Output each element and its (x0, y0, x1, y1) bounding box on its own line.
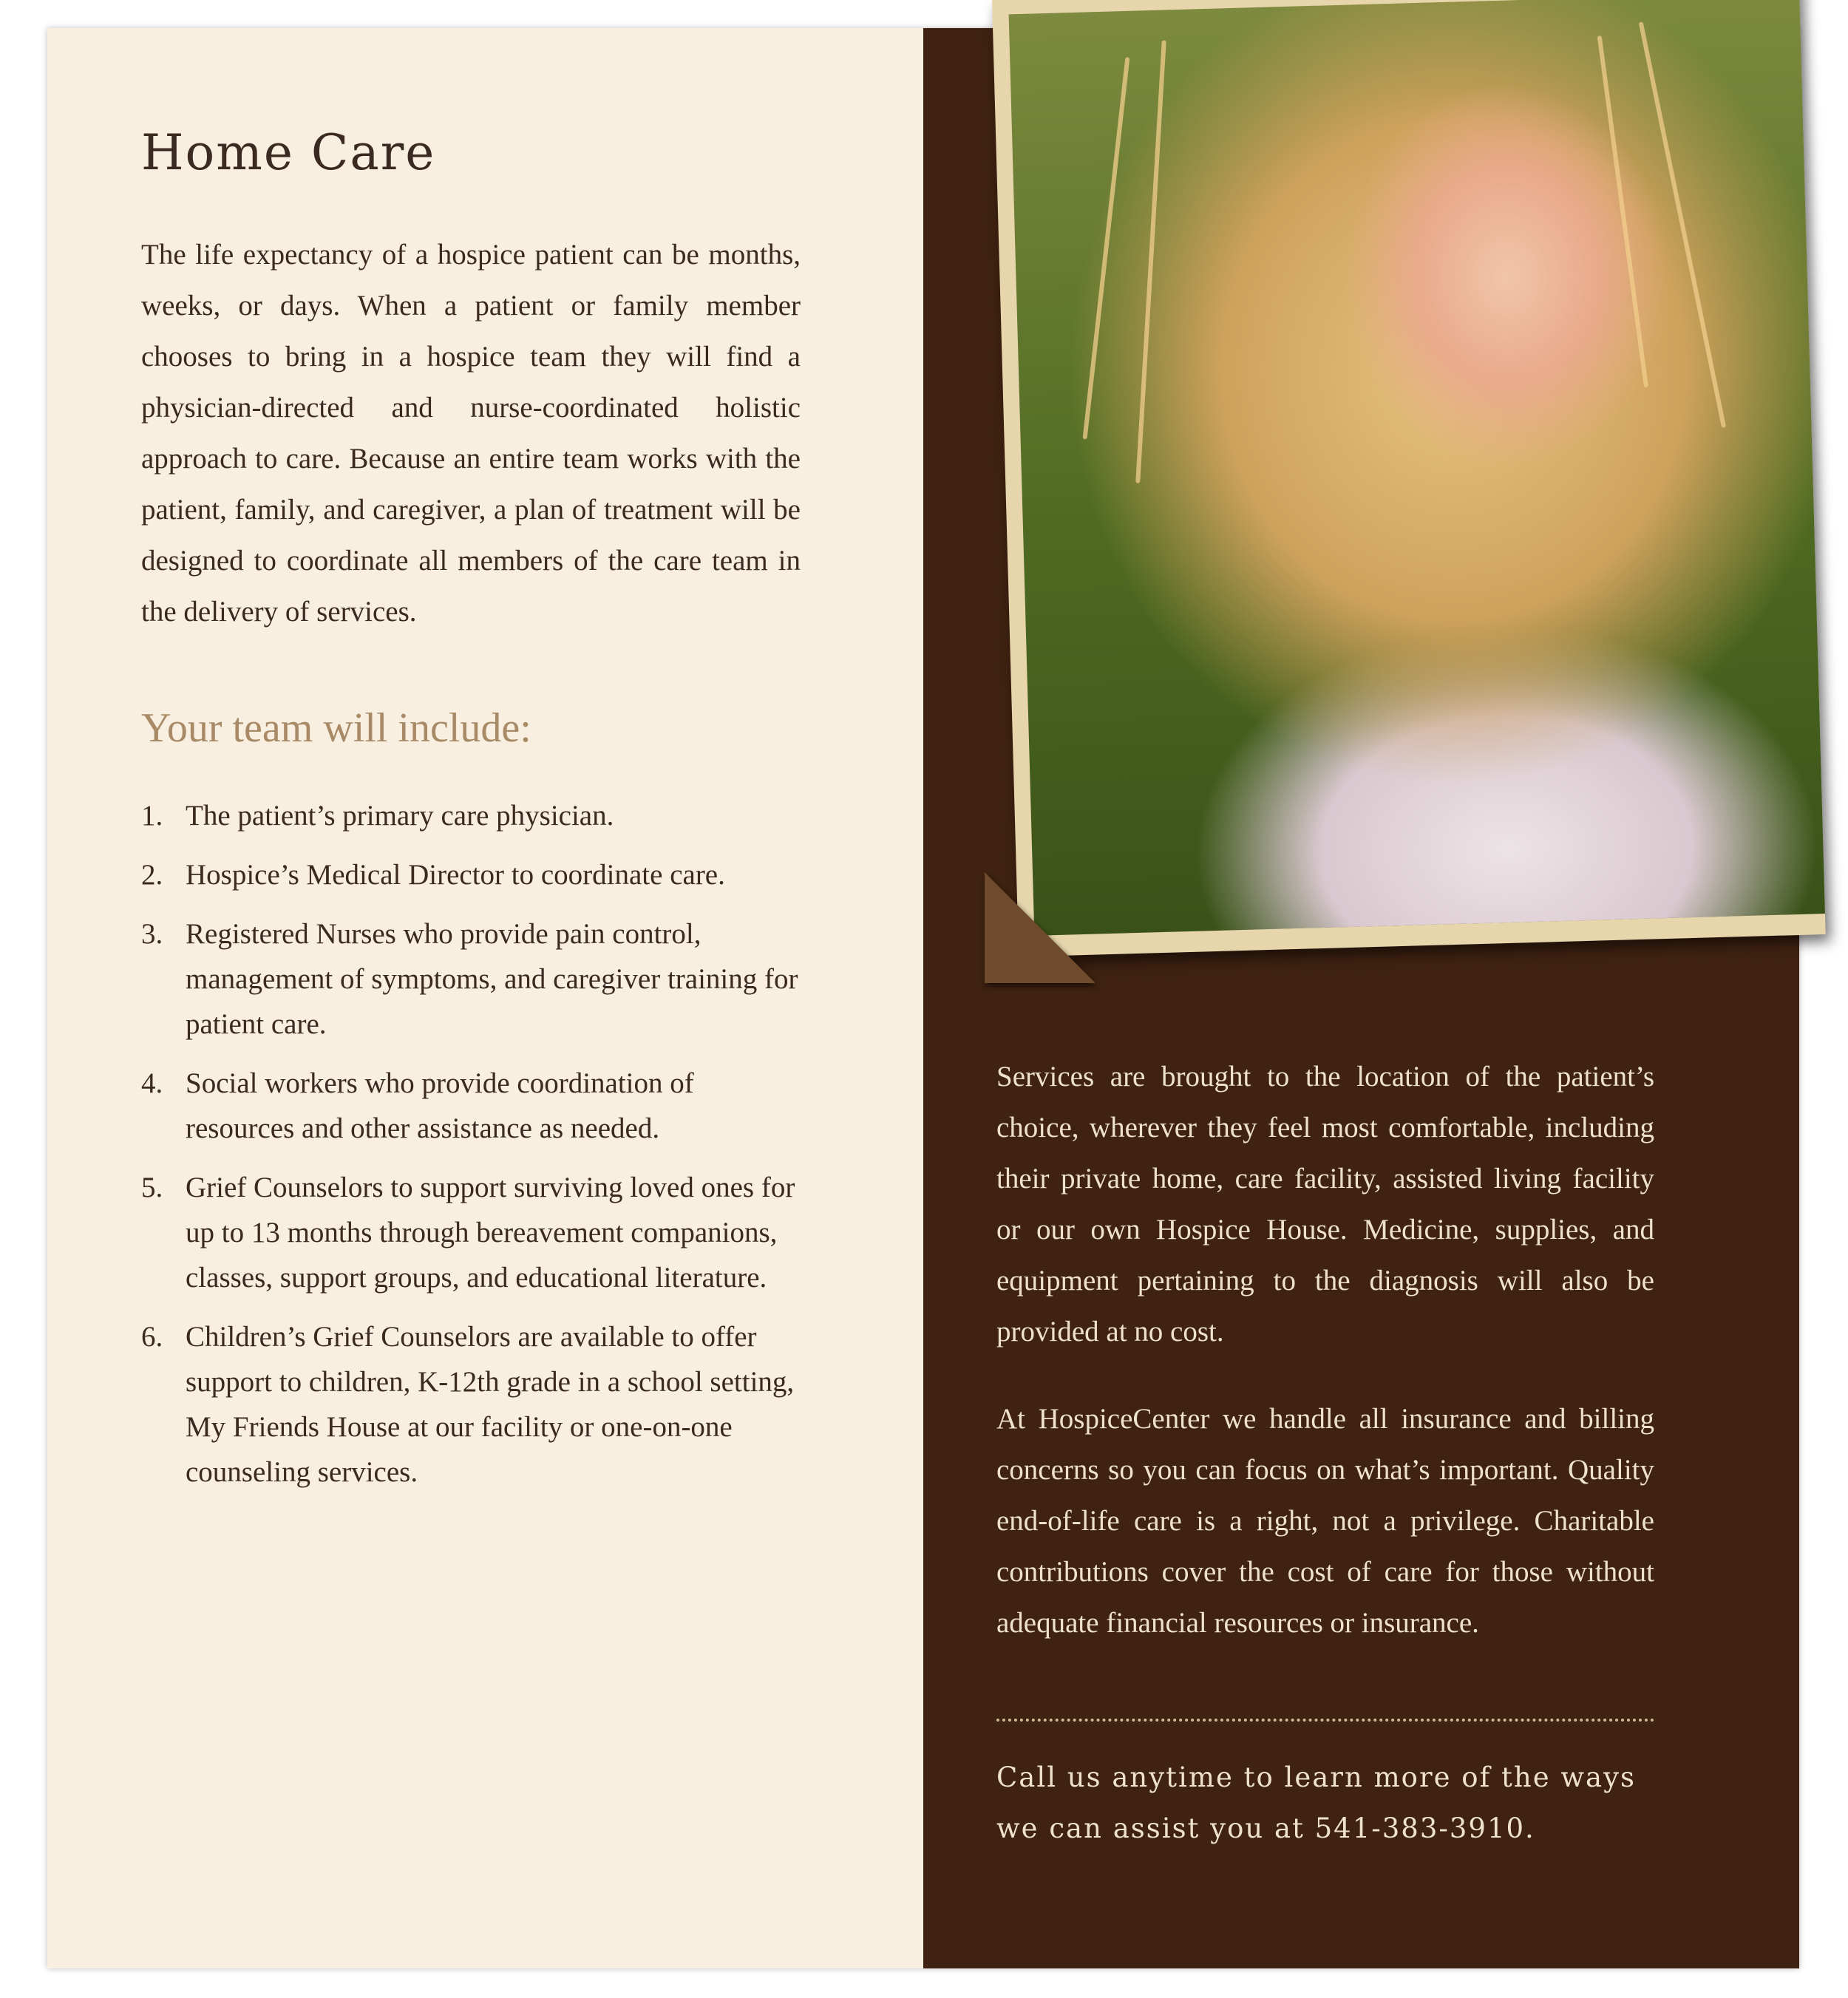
list-text: The patient’s primary care physician. (186, 800, 614, 832)
photo-corner (985, 872, 1095, 983)
services-paragraph: Services are brought to the location of the patient’s choice, wherever they feel most comfortable, including their private home, care facility, assisted living facility or our own Hospice House. Medicine, supplies, and equipment pertaining to the diagnosis will also be provided at no cost. (996, 1061, 1654, 1348)
list-item (141, 1165, 806, 1300)
list-item (141, 793, 806, 838)
intro-paragraph: The life expectancy of a hospice patient can be months, weeks, or days. When a patient or family member chooses to bring in a hospice team they will find a physician-directed and nurse-coordinated holistic approach to care. Because an entire team works with the patient, family, and caregiver, a plan of treatment will be designed to coordinate all members of the care team in the delivery of services. (141, 239, 801, 628)
hair-strand (1639, 21, 1726, 428)
team-list (141, 793, 806, 1509)
list-text: Hospice’s Medical Director to coordinate care. (186, 859, 725, 891)
left-panel (47, 28, 923, 1968)
list-item (141, 1314, 806, 1495)
list-item (141, 852, 806, 897)
billing-paragraph: At HospiceCenter we handle all insurance and billing concerns so you can focus on what’s important. Quality end-of-life care is a right, not a privilege. Charitable contributions cover the cost of care for those without adequate financial resources or insurance. (996, 1403, 1654, 1639)
list-text: Grief Counselors to support surviving loved ones for up to 13 months through bereavement companions, classes, support groups, and educational literature. (186, 1172, 795, 1294)
list-number: 5. (141, 1172, 163, 1203)
list-text: Social workers who provide coordination of resources and other assistance as needed. (186, 1067, 694, 1144)
list-text: Children’s Grief Counselors are available to offer support to children, K-12th grade in a school setting, My Friends House at our facility or one-on-one counseling services. (186, 1321, 795, 1488)
list-number: 1. (141, 800, 163, 832)
list-text: Registered Nurses who provide pain control, management of symptoms, and caregiver training for patient care. (186, 918, 798, 1040)
dotted-divider (996, 1719, 1654, 1722)
photo-frame (992, 0, 1826, 956)
hair-strand (1082, 57, 1129, 439)
hair-strand (1135, 40, 1166, 483)
page-title: Home Care (141, 124, 436, 181)
list-number: 3. (141, 918, 163, 950)
team-heading: Your team will include: (141, 705, 531, 751)
list-item (141, 911, 806, 1047)
list-number: 2. (141, 859, 163, 891)
hair-strand (1597, 35, 1648, 388)
list-number: 4. (141, 1067, 163, 1099)
call-to-action: Call us anytime to learn more of the ways we can assist you at 541-383-3910. (996, 1761, 1636, 1844)
list-number: 6. (141, 1321, 163, 1353)
child-photo (1009, 0, 1825, 936)
list-item (141, 1061, 806, 1151)
